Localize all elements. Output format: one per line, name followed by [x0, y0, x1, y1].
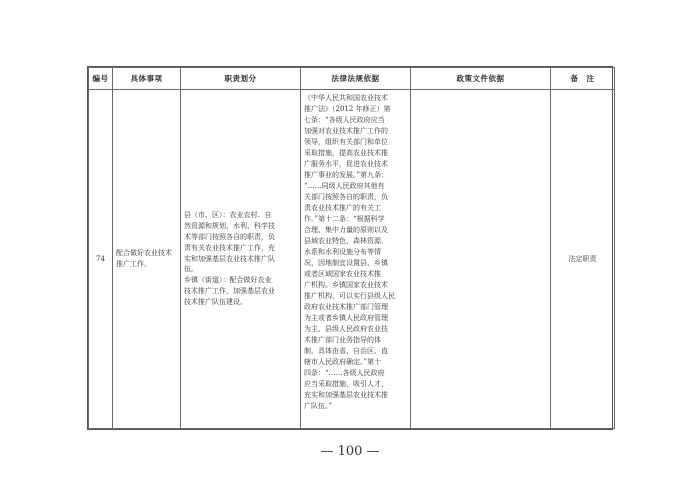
- duty-line: 伍。: [184, 265, 198, 274]
- row-law: [301, 90, 411, 429]
- table-row: [89, 90, 615, 429]
- duty-line: 实和加强基层农业技术推广队: [184, 254, 275, 263]
- law-line: 推广机构，可以实行县级人民: [304, 292, 395, 300]
- header-item: 具体事项: [113, 68, 181, 90]
- responsibility-table: [88, 67, 615, 429]
- row-note: 法定职责: [551, 90, 615, 429]
- law-line: 政府农业技术推广部门管理: [304, 303, 388, 311]
- law-line: 辖市人民政府确定。”第十: [304, 358, 382, 366]
- law-line: 加强对农业技术推广工作的: [304, 127, 388, 135]
- responsibility-table-frame: [87, 66, 613, 430]
- header-law: 法律法规依据: [301, 68, 411, 90]
- law-line: “……同级人民政府其他有: [304, 182, 385, 190]
- duty-line: 然资源和规划、水利、科学技: [184, 222, 275, 231]
- law-line: 广队伍。”: [304, 402, 333, 410]
- header-duty: 职责划分: [181, 68, 301, 90]
- law-line: 为主或者乡镇人民政府管理: [304, 314, 388, 322]
- duty-line: 技术推广队伍建设。: [184, 297, 247, 306]
- page-number: — 100 —: [320, 444, 380, 459]
- header-policy: 政策文件依据: [411, 68, 551, 90]
- row-item: 配合做好农业技术推广工作。: [113, 90, 181, 429]
- law-line: 制，具体由省、自治区、直: [304, 347, 388, 355]
- table-header-row: [89, 68, 615, 90]
- law-line: 广服务水平，促进农业技术: [304, 160, 388, 168]
- law-line: 领导，组织有关部门和单位: [304, 138, 388, 146]
- duty-line: 术等部门按照各自的职责，负: [184, 233, 275, 241]
- row-policy: [411, 90, 551, 429]
- law-line: 应当采取措施，吸引人才，: [304, 380, 388, 388]
- law-line: 广机构。乡镇国家农业技术: [304, 281, 388, 289]
- law-line: 责农业技术推广的有关工: [304, 204, 381, 212]
- law-line: 作。”第十二条：“根据科学: [304, 215, 385, 223]
- law-line: 关部门按照各自的职责，负: [304, 193, 388, 201]
- law-line: 充实和加强基层农业技术推: [304, 391, 388, 399]
- law-line: 水系和水利设施分布等情: [304, 248, 381, 256]
- law-line: 推广法》（2012 年修正）第: [304, 105, 391, 113]
- duty-line: 责有关农业技术推广工作，充: [184, 243, 275, 252]
- law-line: 四条：“……各级人民政府: [304, 369, 385, 377]
- header-number: 编号: [89, 68, 113, 90]
- duty-line: 县（市、区）：农业农村、自: [184, 211, 272, 220]
- duty-line: 技术推广工作，加强基层农业: [184, 286, 275, 295]
- law-line: 县域农业特色、森林资源、: [304, 237, 388, 245]
- law-line: 术推广部门业务指导的体: [304, 336, 381, 344]
- law-line: 况，因地制宜设置县、乡镇: [304, 259, 388, 267]
- law-line: 或者区域国家农业技术推: [304, 270, 381, 278]
- duty-line: 乡镇（街道）：配合做好农业: [184, 276, 272, 285]
- law-line: 采取措施，提高农业技术推: [304, 149, 388, 157]
- law-line: 合理、集中力量的原则以及: [304, 226, 388, 234]
- law-line: 《中华人民共和国农业技术: [304, 94, 388, 102]
- law-line: 七条：“各级人民政府应当: [304, 116, 385, 124]
- law-line: 推广事业的发展。”第九条：: [304, 171, 389, 179]
- law-line: 为主、县级人民政府农业技: [304, 325, 388, 333]
- row-duty: [181, 90, 301, 429]
- row-number: 74: [89, 90, 113, 429]
- header-note: 备 注: [551, 68, 615, 90]
